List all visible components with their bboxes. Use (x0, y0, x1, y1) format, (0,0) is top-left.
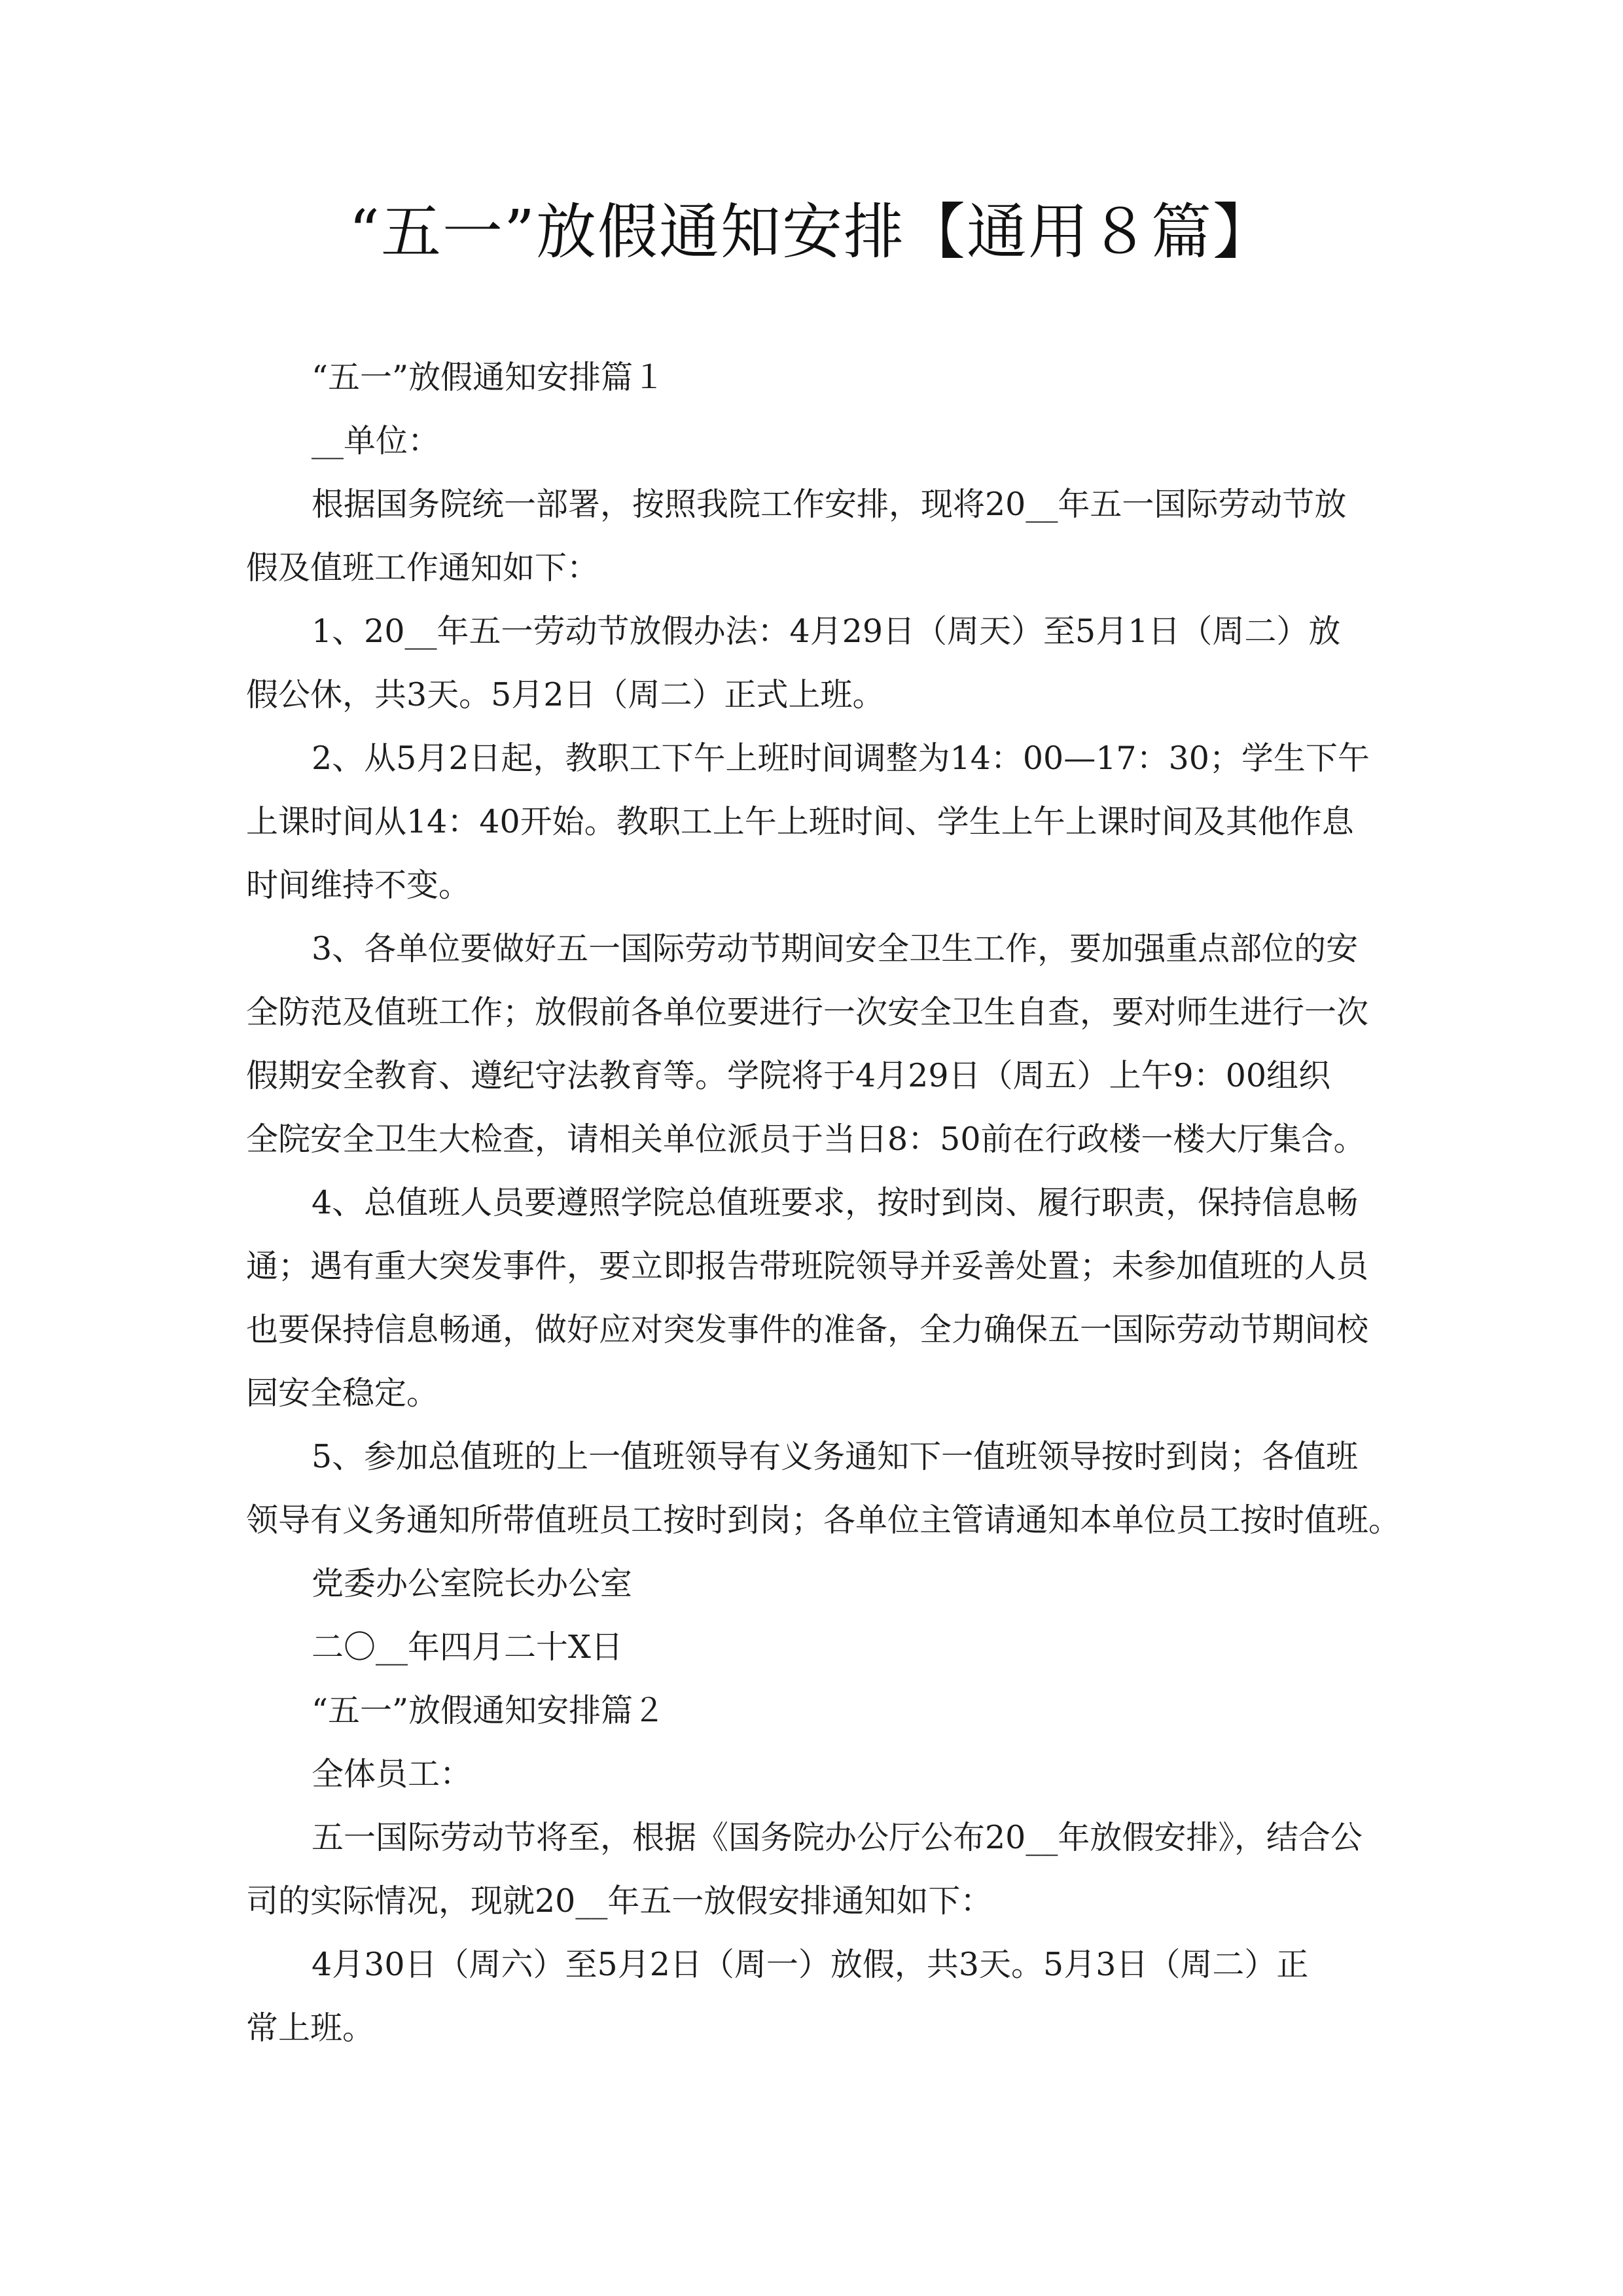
paragraph-line: 全院安全卫生大检查，请相关单位派员于当日8：50前在行政楼一楼大厅集合。 (246, 1121, 1366, 1158)
paragraph-line: 假期安全教育、遵纪守法教育等。学院将于4月29日（周五）上午9：00组织 (246, 1057, 1331, 1094)
paragraph-line: 假公休，共3天。5月2日（周二）正式上班。 (246, 676, 885, 713)
addressee-line: 全体员工： (312, 1755, 473, 1793)
paragraph-line: 根据国务院统一部署，按照我院工作安排，现将20__年五一国际劳动节放 (312, 486, 1347, 523)
paragraph-line: 常上班。 (246, 2009, 375, 2047)
document-title: “五一”放假通知安排【通用８篇】 (348, 197, 1275, 267)
paragraph-line: 全防范及值班工作；放假前各单位要进行一次安全卫生自查，要对师生进行一次 (246, 994, 1369, 1031)
paragraph-line: 4、总值班人员要遵照学院总值班要求，按时到岗、履行职责，保持信息畅 (312, 1184, 1359, 1221)
paragraph-line: 4月30日（周六）至5月2日（周一）放假，共3天。5月3日（周二）正 (312, 1946, 1309, 1983)
paragraph-line: 假及值班工作通知如下： (246, 549, 599, 586)
paragraph-line: 1、20__年五一劳动节放假办法：4月29日（周天）至5月1日（周二）放 (312, 613, 1341, 650)
paragraph-line: 也要保持信息畅通，做好应对突发事件的准备，全力确保五一国际劳动节期间校 (246, 1311, 1369, 1348)
paragraph-line: 五一国际劳动节将至，根据《国务院办公厅公布20__年放假安排》，结合公 (312, 1819, 1363, 1856)
paragraph-line: 司的实际情况，现就20__年五一放假安排通知如下： (246, 1882, 993, 1920)
paragraph-line: 通；遇有重大突发事件，要立即报告带班院领导并妥善处置；未参加值班的人员 (246, 1247, 1369, 1285)
paragraph-line: 5、参加总值班的上一值班领导有义务通知下一值班领导按时到岗；各值班 (312, 1438, 1359, 1475)
section-heading-2: “五一”放假通知安排篇２ (312, 1692, 666, 1729)
paragraph-line: 上课时间从14：40开始。教职工上午上班时间、学生上午上课时间及其他作息 (246, 803, 1354, 840)
paragraph-line: 园安全稳定。 (246, 1374, 439, 1412)
paragraph-line: 3、各单位要做好五一国际劳动节期间安全卫生工作，要加强重点部位的安 (312, 930, 1359, 967)
addressee-line: __单位： (312, 422, 440, 459)
paragraph-line: 领导有义务通知所带值班员工按时到岗；各单位主管请通知本单位员工按时值班。 (246, 1501, 1401, 1539)
signature-date: 二〇__年四月二十X日 (312, 1628, 623, 1666)
section-heading-1: “五一”放假通知安排篇１ (312, 359, 666, 396)
paragraph-line: 2、从5月2日起，教职工下午上班时间调整为14：00—17：30；学生下午 (312, 740, 1370, 777)
paragraph-line: 时间维持不变。 (246, 867, 471, 904)
signature-office: 党委办公室院长办公室 (312, 1565, 633, 1602)
document-body (246, 346, 1404, 2060)
